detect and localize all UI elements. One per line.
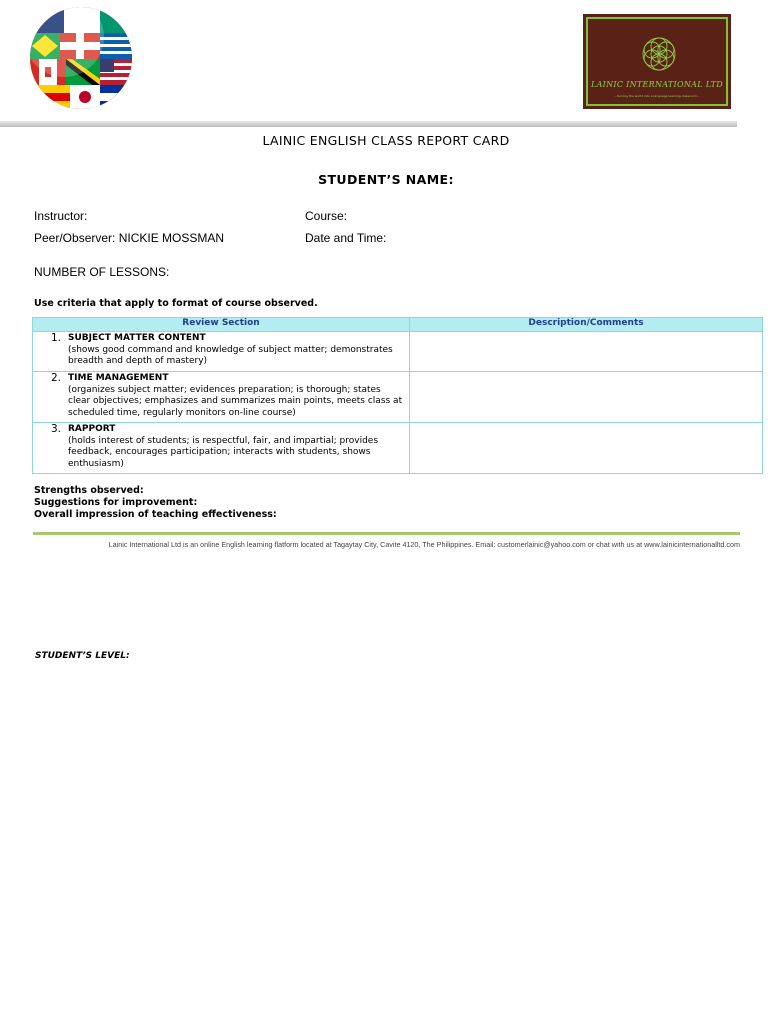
course-label: Course: [305,209,348,223]
footer-text: Lainic International Ltd is an online English learning flatform located at Tagaytay City, Cavite 4120, The Philippines. Email: customerlainic@yahoo.com or chat with us at www.lainicinternationalltd.com [108,540,740,549]
row-title: RAPPORT [68,424,116,434]
header-description-comments: Description/Comments [410,318,763,332]
row-title: SUBJECT MATTER CONTENT [68,333,206,343]
review-section-cell [33,372,410,423]
student-level-label: STUDENT’S LEVEL: [35,651,130,661]
comment-cell[interactable] [410,423,763,474]
flower-of-life-icon [636,31,682,77]
report-title: LAINIC ENGLISH CLASS REPORT CARD [262,133,510,148]
suggestions-label: Suggestions for improvement: [34,497,198,508]
lessons-label: NUMBER OF LESSONS: [34,265,170,279]
table-row [33,423,763,474]
row-number: 1. [51,332,62,344]
criteria-note: Use criteria that apply to format of course observed. [34,298,318,309]
overall-impression-label: Overall impression of teaching effectiveness: [34,509,277,520]
footer-divider [33,532,740,535]
row-number: 2. [51,372,62,384]
table-row [33,372,763,423]
header-review-section: Review Section [33,318,410,332]
header-divider [0,121,737,127]
flag-globe-icon [30,7,132,109]
peer-observer: Peer/Observer: NICKIE MOSSMAN [34,231,225,245]
date-time-label: Date and Time: [305,231,387,245]
review-section-cell [33,332,410,372]
review-table [32,317,763,474]
review-section-cell [33,423,410,474]
row-description: (holds interest of students; is respectful, fair, and impartial; provides feedback, encourages participation; interacts with students, shows enthusiasm) [68,435,379,469]
comment-cell[interactable] [410,332,763,372]
row-description: (organizes subject matter; evidences preparation; is thorough; states clear objectives; emphasizes and summarizes main points, meets class at scheduled time, regularly monitors on-line course) [68,384,403,418]
company-logo [583,14,731,109]
table-header-row [33,318,763,332]
comment-cell[interactable] [410,372,763,423]
row-description: (shows good command and knowledge of subject matter; demonstrates breadth and depth of mastery) [68,344,393,366]
logo-name: LAINIC INTERNATIONAL LTD [590,80,724,89]
student-name-label: STUDENT’S NAME: [318,172,454,187]
table-row [33,332,763,372]
instructor-label: Instructor: [34,209,88,223]
row-title: TIME MANAGEMENT [68,373,169,383]
row-number: 3. [51,423,62,435]
strengths-label: Strengths observed: [34,485,144,496]
logo-tagline: ...turning the world into a language learning classroom... [614,94,700,98]
